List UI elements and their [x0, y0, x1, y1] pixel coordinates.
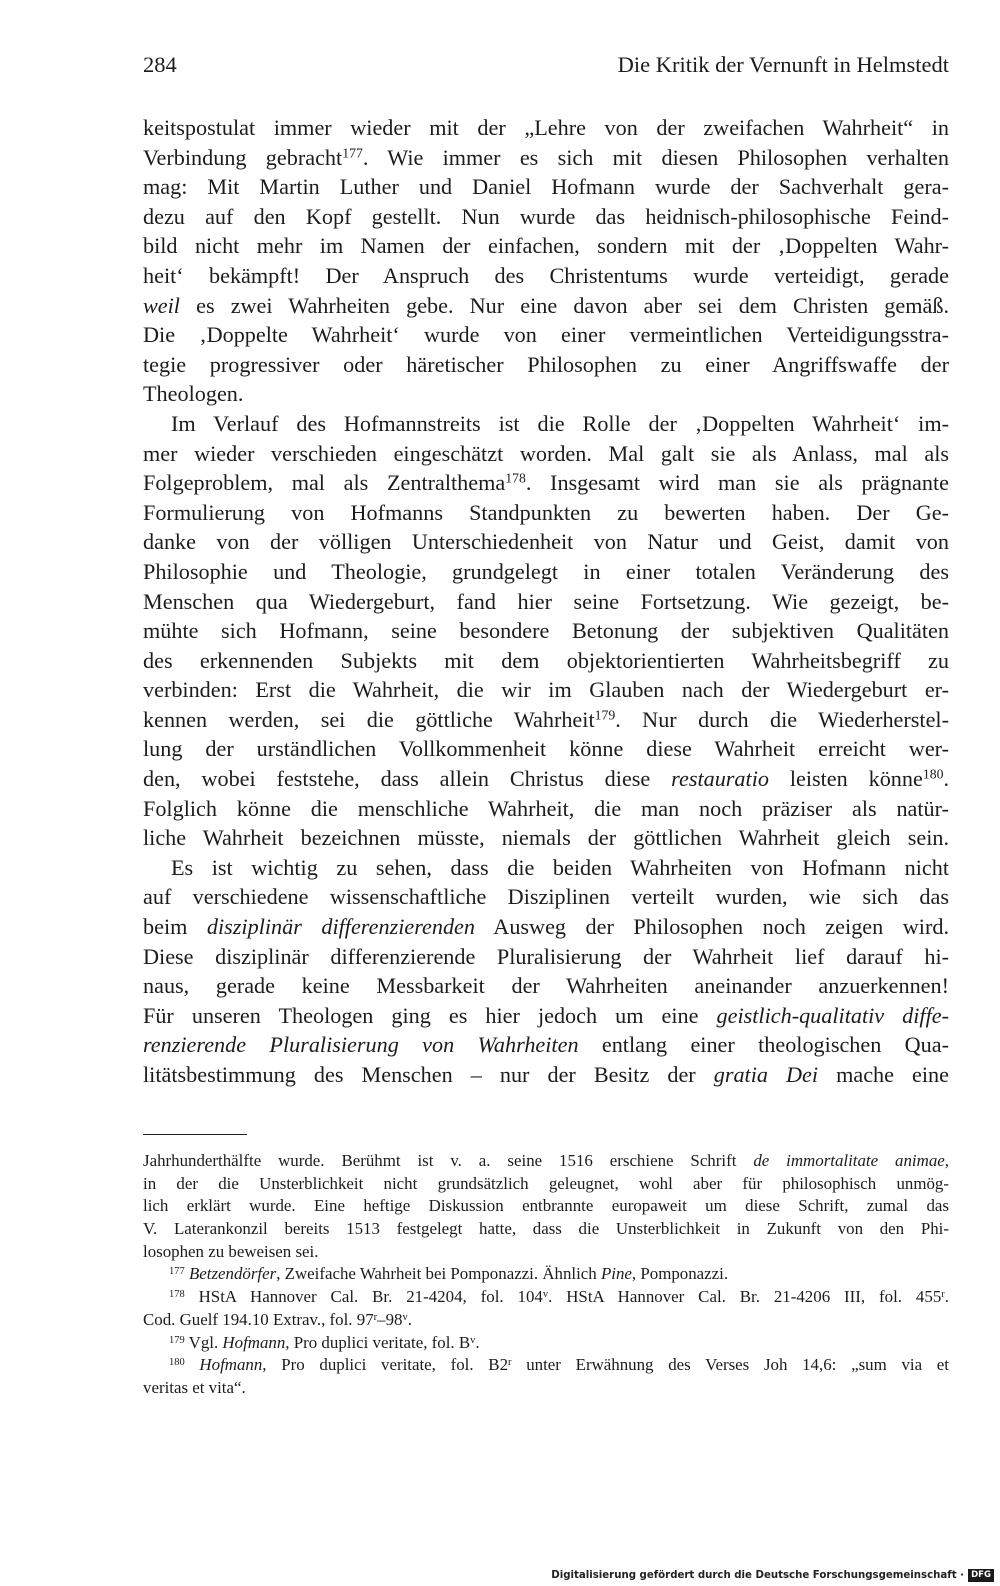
text-line: Diese disziplinär differenzierende Pluralisierung der Wahrheit lief darauf hi- — [143, 943, 949, 969]
footnote-line: in der die Unsterblichkeit nicht grundsätzlich geleugnet, wohl aber für philosophisch unmög- — [143, 1173, 949, 1193]
text-line: mühte sich Hofmann, seine besondere Betonung der subjektiven Qualitäten — [143, 618, 949, 644]
text-line: auf verschiedene wissenschaftliche Disziplinen verteilt wurden, wie sich das — [143, 884, 949, 910]
text-line: Folglich könne die menschliche Wahrheit, die man noch präziser als natür- — [143, 795, 949, 821]
footnote-line: V. Laterankonzil bereits 1513 festgelegt hatte, dass die Unsterblichkeit in Zukunft von den Phi- — [143, 1219, 949, 1239]
footnote-line: Jahrhunderthälfte wurde. Berühmt ist v. a. seine 1516 erschiene Schrift de immortalitate animae, — [143, 1151, 949, 1170]
page-number: 284 — [143, 52, 177, 77]
text-line: Im Verlauf des Hofmannstreits ist die Rolle der ‚Doppelten Wahrheit‘ im- — [171, 410, 949, 436]
text-line: litätsbestimmung des Menschen – nur der Besitz der gratia Dei mache eine — [143, 1062, 949, 1087]
running-title: Die Kritik der Vernunft in Helmstedt — [617, 52, 949, 77]
text-line: mag: Mit Martin Luther und Daniel Hofmann wurde der Sachverhalt gera- — [143, 174, 949, 200]
text-line: heit‘ bekämpft! Der Anspruch des Christentums wurde verteidigt, gerade — [143, 262, 949, 288]
digitization-credit — [551, 1567, 994, 1583]
page-header — [143, 52, 949, 86]
text-line: Theologen. — [143, 381, 244, 407]
footnote-ref: 177 — [342, 145, 363, 161]
text-line: lung der urständlichen Vollkommenheit könne diese Wahrheit erreicht wer- — [143, 736, 949, 762]
footnote-178-cont: Cod. Guelf 194.10 Extrav., fol. 97$^r$–98$^v$. — [143, 1309, 412, 1329]
text-line: den, wobei feststehe, dass allein Christus diese restauratio leisten könne$^{180}$. — [143, 766, 950, 792]
text-line: liche Wahrheit bezeichnen müsste, niemals der göttlichen Wahrheit gleich sein. — [143, 825, 949, 851]
text-line: weil es zwei Wahrheiten gebe. Nur eine davon aber sei dem Christen gemäß. — [143, 292, 949, 318]
footnote-180: $^{180}$ Hofmann, Pro duplici veritate, fol. B2$^r$ unter Erwähnung des Verses Joh 14,6: „sum via et — [169, 1355, 949, 1375]
text-line: bild nicht mehr im Namen der einfachen, sondern mit der ‚Doppelten Wahr- — [143, 233, 949, 259]
text-line: Für unseren Theologen ging es hier jedoch um eine geistlich-qualitativ diffe- — [143, 1002, 949, 1028]
dfg-logo-icon: DFG — [968, 1569, 994, 1582]
footnote-divider — [143, 1134, 247, 1135]
credit-text: Digitalisierung gefördert durch die Deutsche Forschungsgemeinschaft · — [551, 1569, 964, 1581]
text-line: Es ist wichtig zu sehen, dass die beiden Wahrheiten von Hofmann nicht — [171, 854, 949, 880]
text-line: Formulierung von Hofmanns Standpunkten zu bewerten haben. Der Ge- — [143, 499, 949, 525]
text-line: naus, gerade keine Messbarkeit der Wahrheiten aneinander anzuerkennen! — [143, 973, 949, 999]
text-line: verbinden: Erst die Wahrheit, die wir im Glauben nach der Wiedergeburt er- — [143, 677, 949, 703]
body-text — [143, 113, 949, 1090]
footnote-line: losophen zu beweisen sei. — [143, 1241, 319, 1261]
text-line: dezu auf den Kopf gestellt. Nun wurde das heidnisch-philosophische Feind- — [143, 203, 949, 229]
text-line: danke von der völligen Unterschiedenheit von Natur und Geist, damit von — [143, 529, 949, 555]
footnote-ref: 179 — [594, 707, 616, 723]
footnote-ref: 178 — [505, 470, 526, 486]
text-line: mer wieder verschieden eingeschätzt worden. Mal galt sie als Anlass, mal als — [143, 440, 949, 466]
text-line: kennen werden, sei die göttliche Wahrheit$^{179}$. Nur durch die Wiederherstel- — [143, 706, 949, 732]
footnote-179: $^{179}$ Vgl. Hofmann, Pro duplici veritate, fol. $B^v$. — [169, 1332, 480, 1352]
footnote-177: $^{177}$ Betzendörfer, Zweifache Wahrheit bei Pomponazzi. Ähnlich Pine, Pomponazzi. — [169, 1264, 729, 1284]
text-line: Philosophie und Theologie, grundgelegt in einer totalen Veränderung des — [143, 558, 949, 584]
footnote-178: $^{178}$ HStA Hannover Cal. Br. 21-4204, fol. 104$^v$. HStA Hannover Cal. Br. 21-4206 III, fol. 455$^r$. — [169, 1287, 949, 1307]
text-line: des erkennenden Subjekts mit dem objektorientierten Wahrheitsbegriff zu — [143, 647, 949, 673]
text-line: Die ‚Doppelte Wahrheit‘ wurde von einer vermeintlichen Verteidigungsstra- — [143, 322, 949, 348]
footnote-line: lich erklärt wurde. Eine heftige Diskussion entbrannte europaweit um diese Schrift, zumal das — [143, 1196, 949, 1216]
footnote-ref: 180 — [922, 766, 944, 782]
text-line: renzierende Pluralisierung von Wahrheiten entlang einer theologischen Qua- — [143, 1032, 949, 1058]
text-line: keitspostulat immer wieder mit der „Lehre von der zweifachen Wahrheit“ in — [143, 115, 949, 140]
text-line: tegie progressiver oder häretischer Philosophen zu einer Angriffswaffe der — [143, 351, 949, 377]
text-line: Verbindung gebracht$^{177}$. Wie immer es sich mit diesen Philosophen verhalten — [143, 144, 949, 170]
footnotes — [143, 1150, 949, 1400]
text-line: Folgeproblem, mal als Zentralthema$^{178}$. Insgesamt wird man sie als prägnante — [143, 470, 949, 496]
footnote-180-cont: veritas et vita“. — [143, 1377, 246, 1397]
text-line: Menschen qua Wiedergeburt, fand hier seine Fortsetzung. Wie gezeigt, be- — [143, 588, 949, 614]
text-line: beim disziplinär differenzierenden Ausweg der Philosophen noch zeigen wird. — [143, 914, 949, 940]
